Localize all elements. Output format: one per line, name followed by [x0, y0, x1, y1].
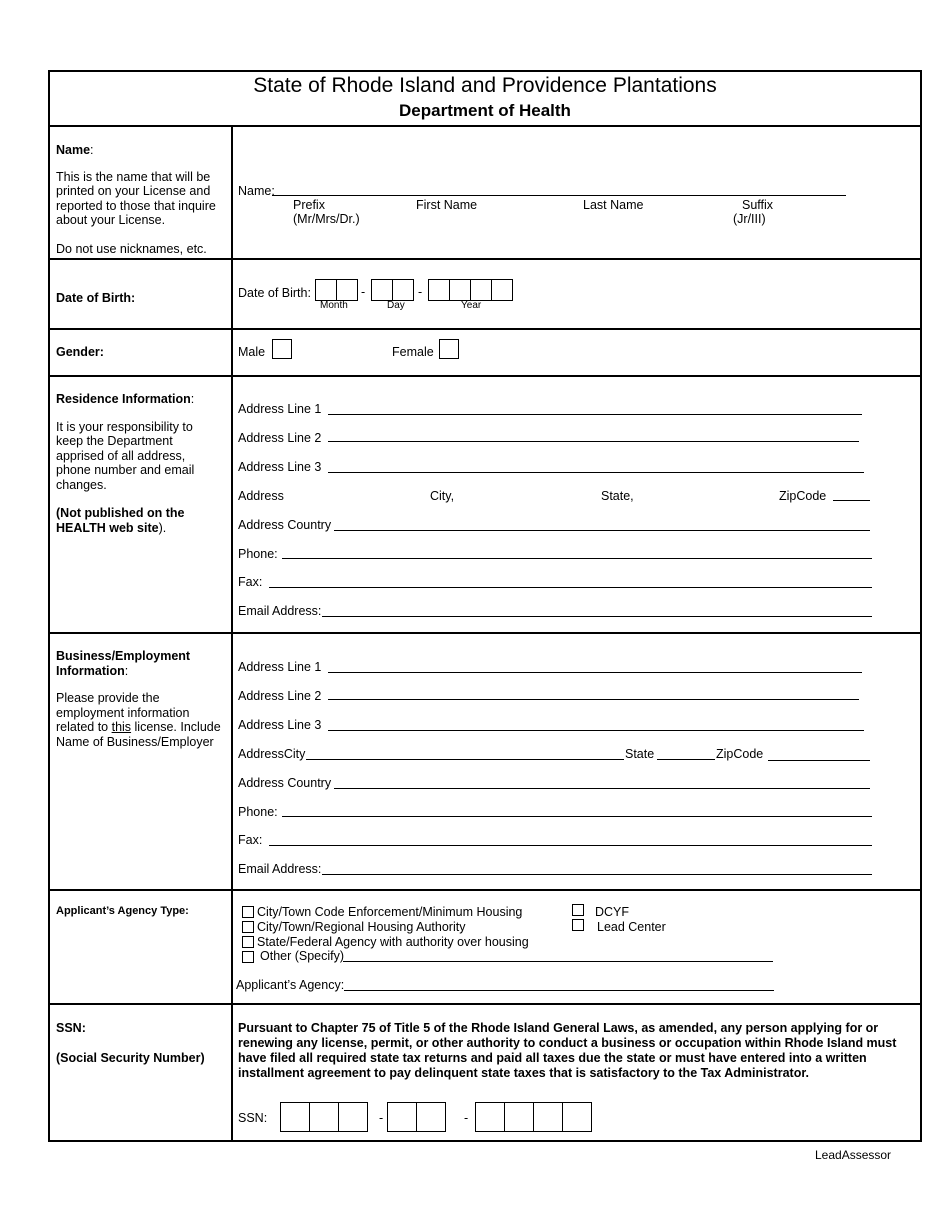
bus-email-input[interactable]: [322, 874, 872, 875]
bus-address3-label: Address Line 3: [238, 718, 322, 732]
res-fax-label: Fax:: [238, 575, 263, 589]
res-zip-label: ZipCode: [779, 489, 827, 503]
res-address2-input[interactable]: [328, 441, 859, 442]
ssn-dash: -: [379, 1111, 384, 1125]
divider: [50, 375, 920, 377]
divider: [50, 328, 920, 330]
res-zip-input[interactable]: [833, 500, 870, 501]
bus-zip-input[interactable]: [768, 760, 870, 761]
divider: [50, 258, 920, 260]
name-heading: Name: [56, 143, 91, 157]
agency-option-label: Lead Center: [597, 920, 666, 934]
applicant-agency-input[interactable]: [344, 990, 774, 991]
business-description: Please provide the employment information related to this license. Include Name of Business/Employer: [56, 691, 221, 749]
divider: [50, 125, 920, 127]
ssn-digit-7[interactable]: [504, 1102, 534, 1132]
res-country-label: Address Country: [238, 518, 332, 532]
female-checkbox[interactable]: [439, 339, 459, 359]
bus-zip-label: ZipCode: [716, 747, 764, 761]
agency-other-input[interactable]: [343, 961, 773, 962]
bus-address-city-label: AddressCity: [238, 747, 306, 761]
name-label: Name:: [238, 184, 275, 198]
dob-dash: -: [418, 285, 423, 299]
residence-description: It is your responsibility to keep the Department apprised of all address, phone number and email changes.: [56, 419, 195, 492]
name-input[interactable]: [272, 195, 846, 196]
bus-address1-input[interactable]: [328, 672, 862, 673]
bus-state-label: State: [625, 747, 655, 761]
res-fax-input[interactable]: [269, 587, 872, 588]
bus-fax-input[interactable]: [269, 845, 872, 846]
dob-label: Date of Birth:: [238, 286, 311, 300]
bus-address3-input[interactable]: [328, 730, 864, 731]
tax-notice: Pursuant to Chapter 75 of Title 5 of the Rhode Island General Laws, as amended, any person applying for or renewing any license, permit, or other authority to conduct a business or occupation within Rhode Island must have filed all required state tax returns and paid all taxes due the state or must have entered into a written installment agreement to pay delinquent state taxes that is satisfactory to the Tax Administrator.: [238, 1021, 897, 1080]
dob-dash: -: [361, 285, 366, 299]
res-address1-input[interactable]: [328, 414, 862, 415]
res-address3-input[interactable]: [328, 472, 864, 473]
bus-address2-input[interactable]: [328, 699, 859, 700]
res-address-label: Address: [238, 489, 284, 503]
ssn-digit-4[interactable]: [387, 1102, 417, 1132]
last-name-label: Last Name: [583, 198, 644, 212]
prefix-label: Prefix: [293, 198, 325, 212]
dob-month-digit-2[interactable]: [336, 279, 358, 301]
male-label: Male: [238, 345, 266, 359]
ssn-digit-1[interactable]: [280, 1102, 310, 1132]
res-state-label: State,: [601, 489, 634, 503]
residence-heading: Residence Information: [56, 392, 191, 406]
res-country-input[interactable]: [334, 530, 870, 531]
suffix-hint: (Jr/III): [733, 212, 766, 226]
agency-option-label: City/Town Code Enforcement/Minimum Housing: [257, 905, 523, 919]
ssn-label: SSN:: [238, 1111, 268, 1125]
divider: [50, 1003, 920, 1005]
suffix-label: Suffix: [742, 198, 774, 212]
bus-city-input[interactable]: [306, 759, 624, 760]
agency-option-label: DCYF: [595, 905, 630, 919]
res-address2-label: Address Line 2: [238, 431, 322, 445]
column-divider: [231, 126, 233, 1142]
res-phone-input[interactable]: [282, 558, 872, 559]
gender-heading: Gender:: [56, 345, 104, 359]
name-description: This is the name that will be printed on your License and reported to those that inquire about your License.: [56, 169, 216, 227]
ssn-digit-8[interactable]: [533, 1102, 563, 1132]
res-address3-label: Address Line 3: [238, 460, 322, 474]
agency-option-label: State/Federal Agency with authority over housing: [257, 935, 529, 949]
dob-heading: Date of Birth:: [56, 291, 136, 305]
business-info: Business/Employment Information: Please provide the employment information related to this license. Include Name of Business/Employer: [56, 649, 226, 749]
agency-dcyf-checkbox[interactable]: [572, 904, 584, 916]
dob-day-caption: Day: [387, 300, 405, 311]
agency-other-checkbox[interactable]: [242, 951, 254, 963]
name-section-info: Name: This is the name that will be printed on your License and reported to those that inquire about your License. Do not use nicknames, etc.: [56, 143, 226, 256]
dob-year-digit-2[interactable]: [449, 279, 471, 301]
bus-address2-label: Address Line 2: [238, 689, 322, 703]
res-email-label: Email Address:: [238, 604, 322, 618]
ssn-digit-6[interactable]: [475, 1102, 505, 1132]
divider: [50, 889, 920, 891]
ssn-digit-3[interactable]: [338, 1102, 368, 1132]
dob-year-caption: Year: [461, 300, 482, 311]
res-email-input[interactable]: [322, 616, 872, 617]
agency-lead-center-checkbox[interactable]: [572, 919, 584, 931]
name-note: Do not use nicknames, etc.: [56, 241, 207, 256]
ssn-heading: SSN:: [56, 1021, 86, 1035]
first-name-label: First Name: [416, 198, 478, 212]
dob-year-digit-4[interactable]: [491, 279, 513, 301]
dob-year-digit-3[interactable]: [470, 279, 492, 301]
ssn-digit-5[interactable]: [416, 1102, 446, 1132]
ssn-digit-9[interactable]: [562, 1102, 592, 1132]
residence-note: (Not published on the HEALTH web site).: [56, 506, 185, 535]
bus-country-label: Address Country: [238, 776, 332, 790]
ssn-digit-2[interactable]: [309, 1102, 339, 1132]
bus-country-input[interactable]: [334, 788, 870, 789]
applicant-agency-label: Applicant’s Agency:: [236, 978, 345, 992]
res-phone-label: Phone:: [238, 547, 278, 561]
male-checkbox[interactable]: [272, 339, 292, 359]
agency-housing-authority-checkbox[interactable]: [242, 921, 254, 933]
form-title: State of Rhode Island and Providence Plantations: [253, 74, 717, 97]
dob-day-digit-1[interactable]: [371, 279, 393, 301]
agency-state-federal-checkbox[interactable]: [242, 936, 254, 948]
bus-email-label: Email Address:: [238, 862, 322, 876]
dob-month-caption: Month: [320, 300, 348, 311]
agency-option-label: City/Town/Regional Housing Authority: [257, 920, 466, 934]
agency-code-enforcement-checkbox[interactable]: [242, 906, 254, 918]
ssn-dash: -: [464, 1111, 469, 1125]
form-id: LeadAssessor: [815, 1148, 892, 1162]
dob-day-digit-2[interactable]: [392, 279, 414, 301]
agency-option-label: Other (Specify): [260, 949, 345, 963]
business-heading: Business/Employment Information: [56, 649, 191, 678]
prefix-hint: (Mr/Mrs/Dr.): [293, 212, 360, 226]
res-address1-label: Address Line 1: [238, 402, 322, 416]
bus-phone-label: Phone:: [238, 805, 278, 819]
dob-year-digit-1[interactable]: [428, 279, 450, 301]
bus-state-input[interactable]: [657, 759, 715, 760]
female-label: Female: [392, 345, 434, 359]
application-form: [48, 70, 922, 1142]
dob-month-digit-1[interactable]: [315, 279, 337, 301]
agency-heading: Applicant’s Agency Type:: [56, 905, 189, 917]
bus-phone-input[interactable]: [282, 816, 872, 817]
res-city-label: City,: [430, 489, 455, 503]
bus-address1-label: Address Line 1: [238, 660, 322, 674]
form-subtitle: Department of Health: [399, 101, 571, 120]
divider: [50, 632, 920, 634]
ssn-subheading: (Social Security Number): [56, 1051, 205, 1065]
bus-fax-label: Fax:: [238, 833, 263, 847]
residence-info: Residence Information: It is your responsibility to keep the Department apprised of all address, phone number and email changes. (Not published on the HEALTH web site).: [56, 392, 226, 535]
